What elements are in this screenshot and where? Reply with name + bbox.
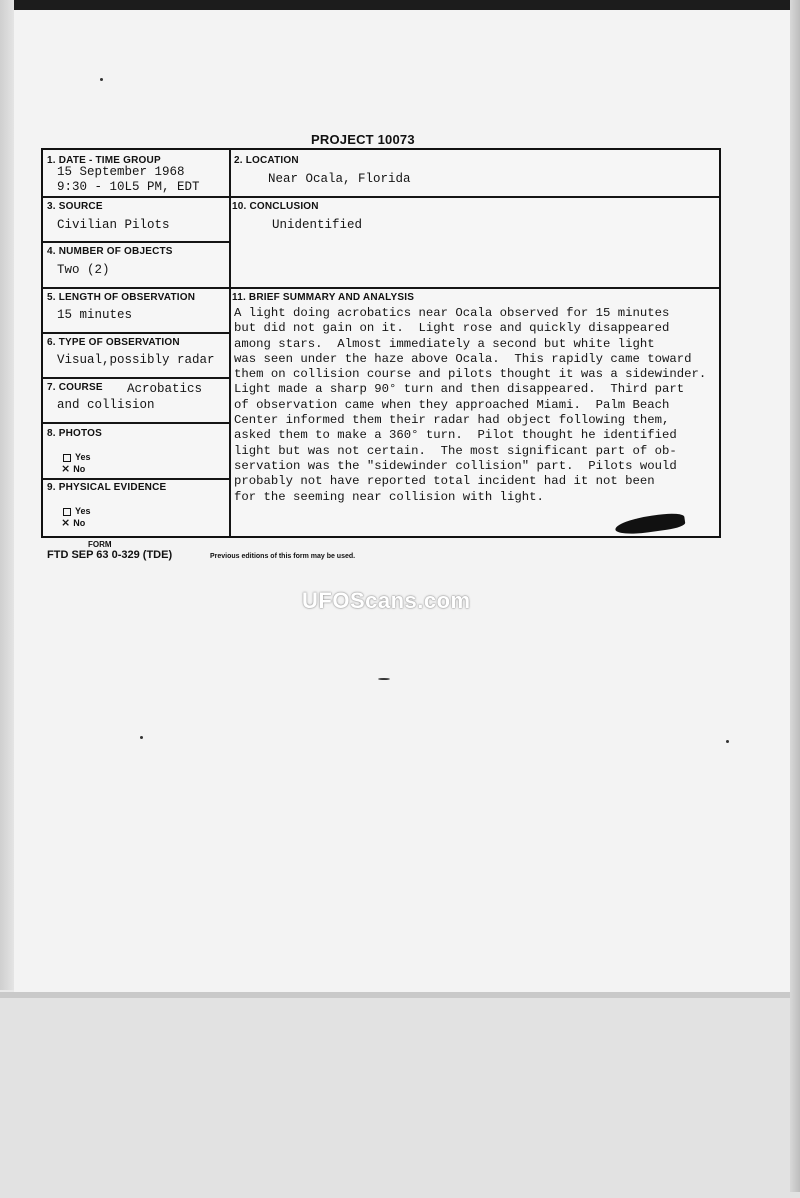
row-divider xyxy=(43,196,719,198)
footer-note: Previous editions of this form may be used. xyxy=(210,553,356,560)
row-divider xyxy=(43,422,229,424)
course-value-line1: Acrobatics xyxy=(127,382,203,396)
type-of-observation-value: Visual,possibly radar xyxy=(57,353,215,367)
dust-speck xyxy=(140,736,143,739)
physical-evidence-no-option: ⨯ No xyxy=(61,516,86,529)
scan-edge-right xyxy=(790,0,800,1192)
number-of-objects-value: Two (2) xyxy=(57,263,110,277)
checkbox-empty-icon xyxy=(63,454,71,462)
type-of-observation-label: 6. TYPE OF OBSERVATION xyxy=(47,337,180,348)
scan-edge-top xyxy=(0,0,800,10)
dust-speck xyxy=(100,78,103,81)
watermark: UFOScans.com xyxy=(302,588,471,613)
form-title: PROJECT 10073 xyxy=(311,132,415,147)
location-value: Near Ocala, Florida xyxy=(268,172,411,186)
row-divider xyxy=(43,241,229,243)
conclusion-label: 10. CONCLUSION xyxy=(232,201,319,212)
row-divider xyxy=(43,377,229,379)
footer-form-id: FTD SEP 63 0-329 (TDE) xyxy=(47,549,173,561)
length-of-observation-label: 5. LENGTH OF OBSERVATION xyxy=(47,292,196,303)
photos-no-option: ⨯ No xyxy=(61,462,86,475)
checked-x-icon: ⨯ xyxy=(61,516,71,529)
record-card xyxy=(41,148,721,538)
footer-form-word: FORM xyxy=(88,540,112,549)
length-of-observation-value: 15 minutes xyxy=(57,308,133,322)
scan-edge-left xyxy=(0,0,14,990)
dust-speck xyxy=(378,678,390,680)
physical-evidence-label: 9. PHYSICAL EVIDENCE xyxy=(47,482,167,493)
course-value-line2: and collision xyxy=(57,398,155,412)
checked-x-icon: ⨯ xyxy=(61,462,71,475)
course-label: 7. COURSE xyxy=(47,382,103,393)
number-of-objects-label: 4. NUMBER OF OBJECTS xyxy=(47,246,173,257)
photos-yes-option: Yes xyxy=(63,452,91,462)
photos-label: 8. PHOTOS xyxy=(47,428,102,439)
date-time-label: 1. DATE - TIME GROUP xyxy=(47,155,161,166)
row-divider xyxy=(43,478,229,480)
conclusion-value: Unidentified xyxy=(272,218,363,232)
source-value: Civilian Pilots xyxy=(57,218,170,232)
row-divider xyxy=(43,332,229,334)
date-value: 15 September 1968 xyxy=(57,165,185,179)
time-value: 9:30 - 10L5 PM, EDT xyxy=(57,180,200,194)
lower-sheet xyxy=(0,992,800,1198)
summary-label: 11. BRIEF SUMMARY AND ANALYSIS xyxy=(232,292,415,303)
physical-evidence-yes-option: Yes xyxy=(63,506,91,516)
summary-text: A light doing acrobatics near Ocala observed for 15 minutes but did not gain on it. Light rose and quickly disappeared among stars. Almost immediately a second but white light was seen under the haze above Ocala. This rapidly came toward them on collision course and pilots thought it was a sidewinder. Light made a sharp 90° turn and then disappeared. Third part of observation came when they approached Miami. Palm Beach Center informed them their radar had object following them, asked them to make a 360° turn. Pilot thought he identified light but was not certain. The most significant part of ob- servation was the "sidewinder collision" part. Pilots would probably not have reported total incident had it not been for the seeming near collision with light. xyxy=(234,306,707,504)
row-divider xyxy=(43,287,719,289)
dust-speck xyxy=(726,740,729,743)
location-label: 2. LOCATION xyxy=(234,155,299,166)
column-divider xyxy=(229,150,231,536)
source-label: 3. SOURCE xyxy=(47,201,103,212)
checkbox-empty-icon xyxy=(63,508,71,516)
